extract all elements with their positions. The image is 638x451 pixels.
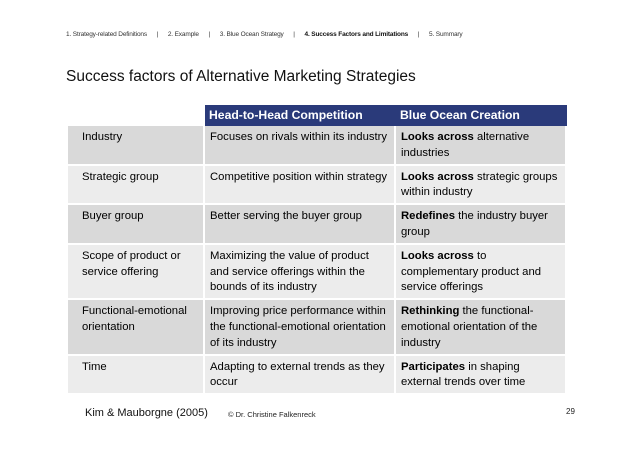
comparison-table <box>68 105 567 395</box>
row-label: Industry <box>68 126 205 166</box>
header-blank-cell <box>68 105 205 126</box>
table-row <box>68 356 567 396</box>
boc-keyword: Looks across <box>401 249 474 262</box>
nav-separator: | <box>208 31 211 38</box>
h2h-cell: Improving price performance within the functional-emotional orientation of its industry <box>205 300 396 355</box>
page-number: 29 <box>566 407 575 416</box>
boc-keyword: Participates <box>401 360 466 373</box>
breadcrumb-nav <box>66 31 471 38</box>
copyright-notice: © Dr. Christine Falkenreck <box>228 410 316 419</box>
boc-text: strategic groups within industry <box>401 170 558 199</box>
boc-text: in shaping external trends over time <box>401 360 526 389</box>
slide-title: Success factors of Alternative Marketing Strategies <box>66 68 416 85</box>
table-row <box>68 205 567 245</box>
row-label: Scope of product or service offering <box>68 245 205 300</box>
header-head-to-head: Head-to-Head Competition <box>205 105 396 126</box>
h2h-cell: Competitive position within strategy <box>205 166 396 206</box>
table-row <box>68 300 567 355</box>
boc-text: alternative industries <box>401 131 530 159</box>
row-label: Strategic group <box>68 166 205 206</box>
boc-keyword: Rethinking <box>401 305 460 318</box>
nav-separator: | <box>293 31 295 38</box>
nav-separator: | <box>156 31 159 38</box>
boc-keyword: Redefines <box>401 210 455 223</box>
boc-cell <box>396 205 567 245</box>
boc-text: the functional-emotional orientation of the industry <box>401 305 538 349</box>
table-row <box>68 126 567 166</box>
nav-item-blue-ocean[interactable]: 3. Blue Ocean Strategy <box>219 31 284 38</box>
boc-cell <box>396 166 567 206</box>
table-row <box>68 245 567 300</box>
nav-item-success-factors[interactable]: 4. Success Factors and Limitations <box>304 31 409 38</box>
nav-item-example[interactable]: 2. Example <box>167 31 199 38</box>
boc-keyword: Looks across <box>401 170 474 183</box>
nav-item-definitions[interactable]: 1. Strategy-related Definitions <box>66 31 147 38</box>
h2h-cell: Focuses on rivals within its industry <box>205 126 396 166</box>
nav-separator: | <box>417 31 420 38</box>
source-citation: Kim & Mauborgne (2005) <box>85 407 208 419</box>
header-blue-ocean: Blue Ocean Creation <box>396 105 567 126</box>
row-label: Time <box>68 356 205 396</box>
boc-cell <box>396 300 567 355</box>
row-label: Buyer group <box>68 205 205 245</box>
h2h-cell: Maximizing the value of product and service offerings within the bounds of its industry <box>205 245 396 300</box>
boc-cell <box>396 245 567 300</box>
boc-keyword: Looks across <box>401 131 474 143</box>
boc-text: to complementary product and service offerings <box>401 249 542 294</box>
boc-text: the industry buyer group <box>401 210 548 238</box>
boc-cell <box>396 126 567 166</box>
table-row <box>68 166 567 206</box>
h2h-cell: Better serving the buyer group <box>205 205 396 245</box>
h2h-cell: Adapting to external trends as they occur <box>205 356 396 396</box>
boc-cell <box>396 356 567 396</box>
nav-item-summary[interactable]: 5. Summary <box>429 31 463 38</box>
table-header-row <box>68 105 567 126</box>
row-label: Functional-emotional orientation <box>68 300 205 355</box>
